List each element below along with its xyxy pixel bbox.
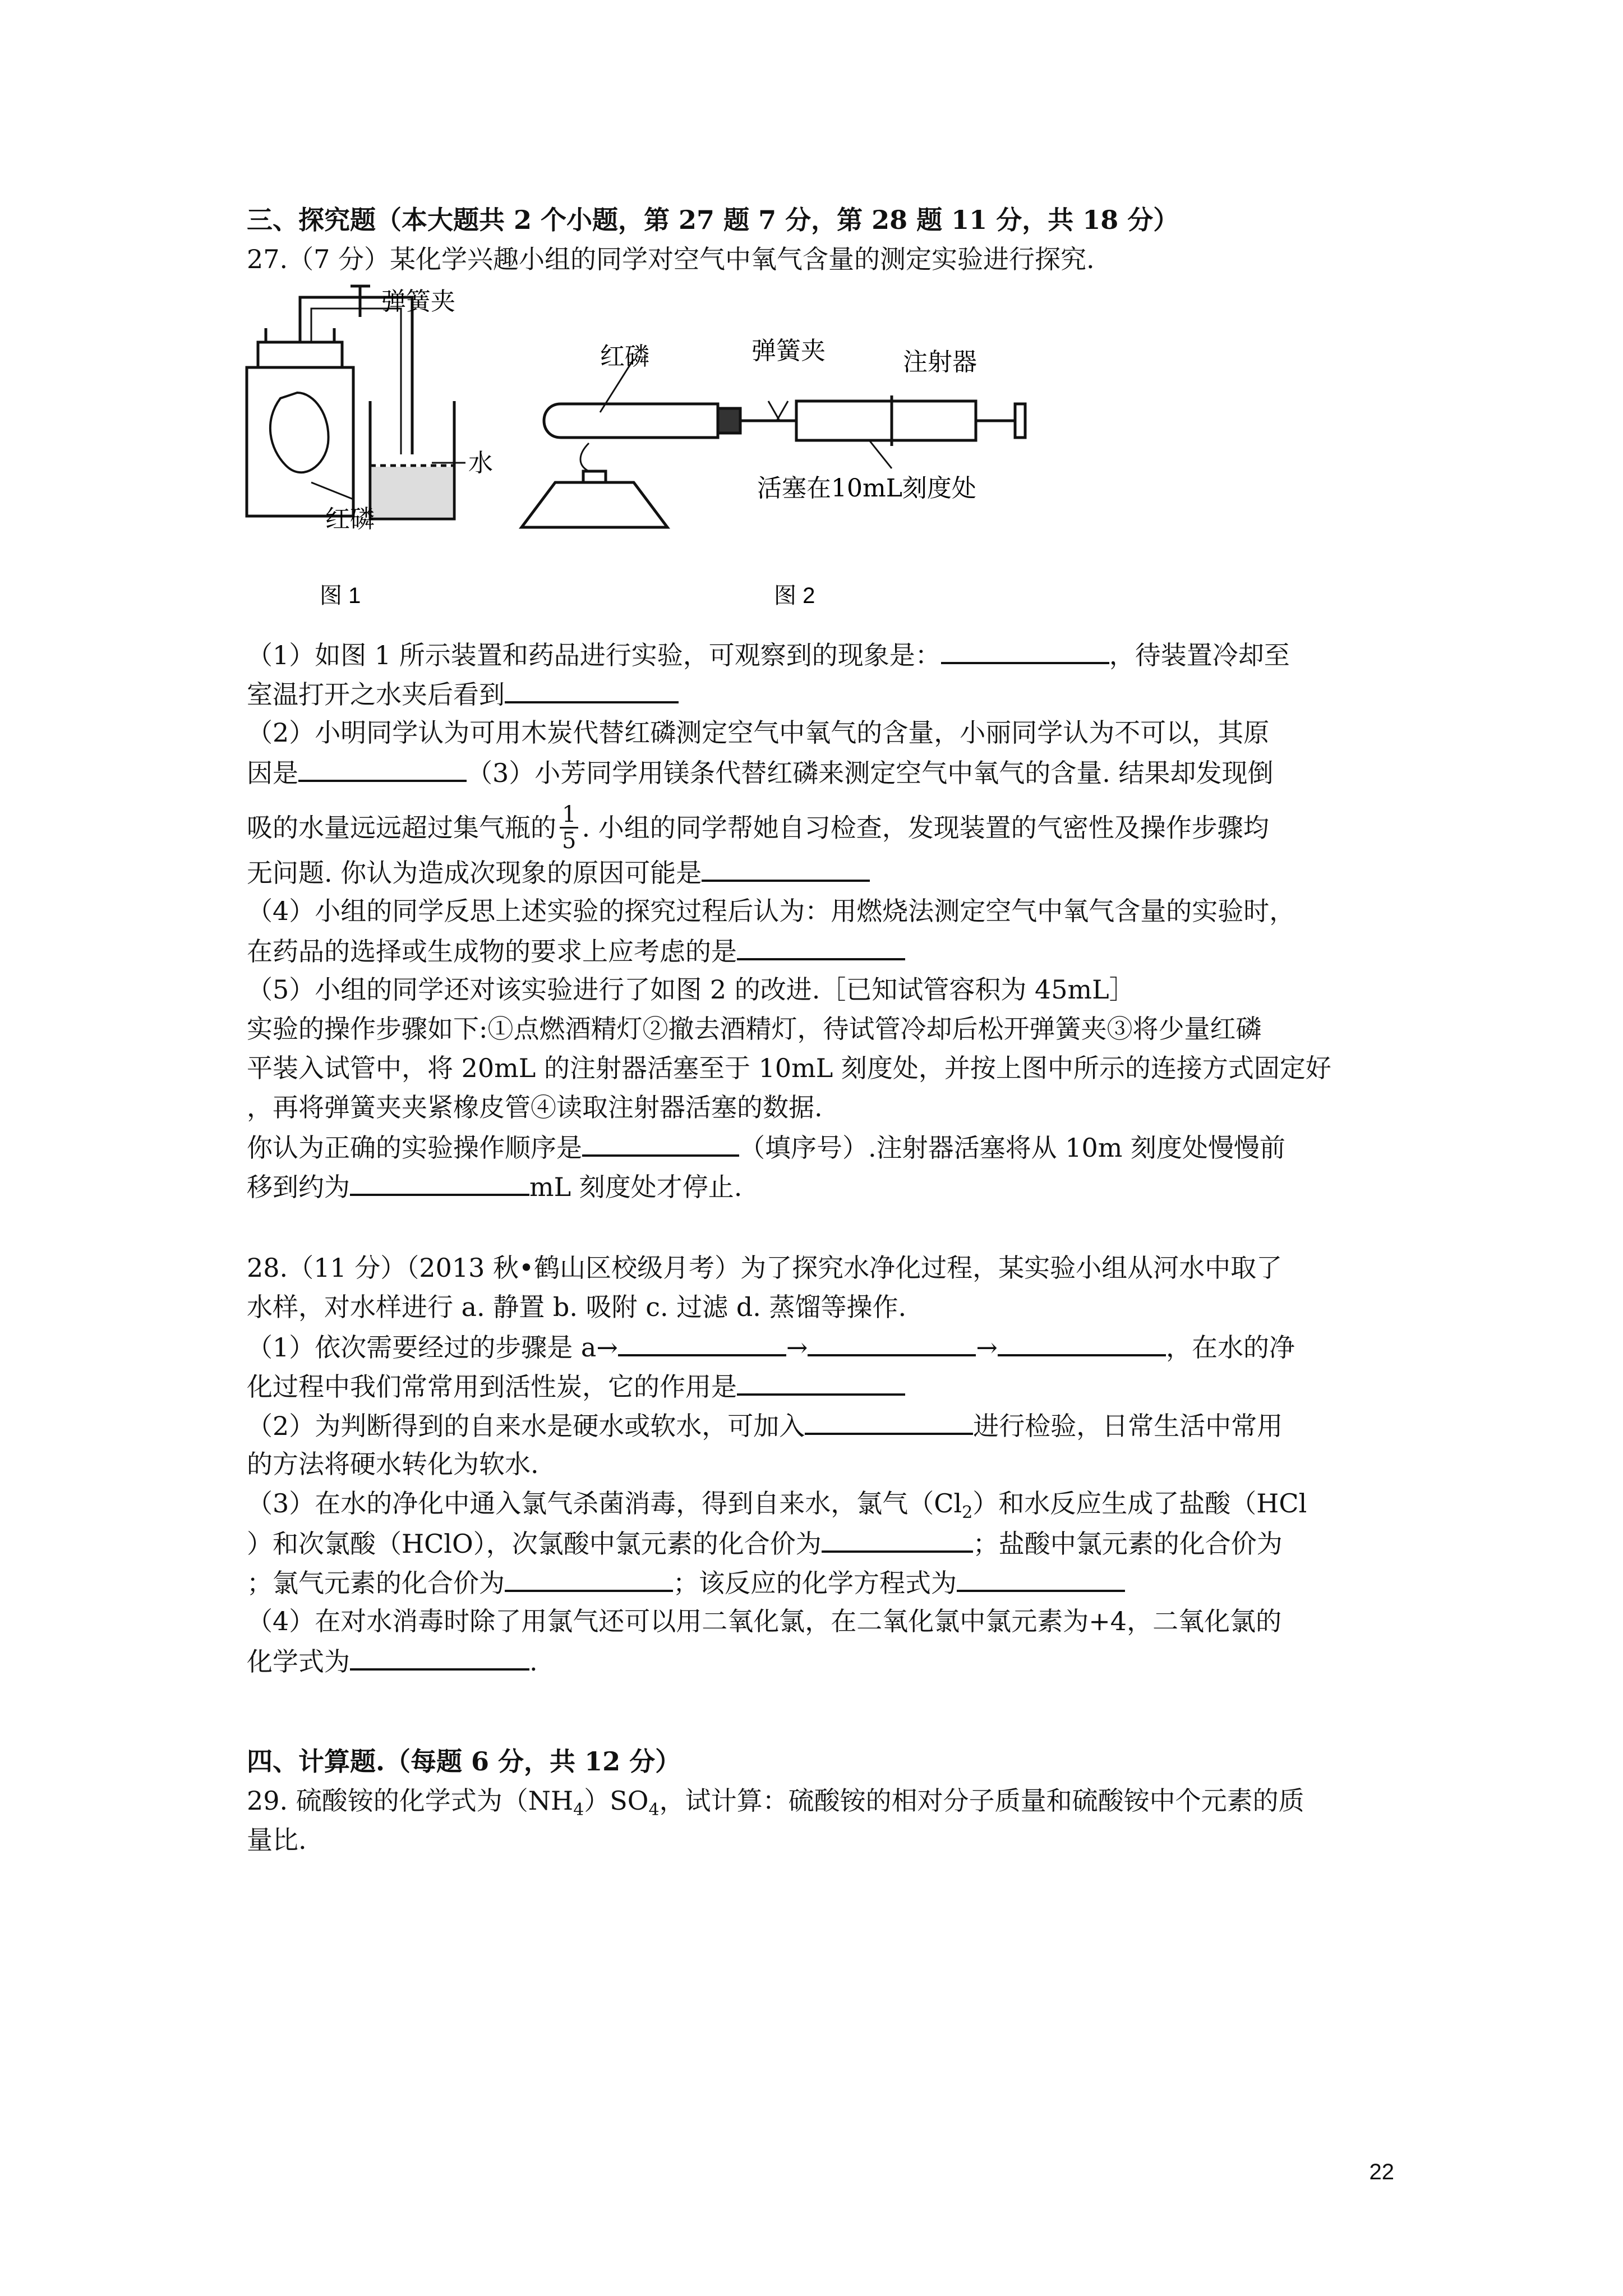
figure-label-clip-2: 弹簧夹 bbox=[751, 337, 826, 365]
experiment-figure bbox=[241, 287, 1071, 617]
figure-label-phosphorus-2: 红磷 bbox=[600, 342, 649, 371]
q28-line5: （2）为判断得到的自来水是硬水或软水，可加入 进行检验，日常生活中常用 bbox=[247, 1408, 1391, 1443]
q27-part5-line1: （5）小组的同学还对该实验进行了如图 2 的改进.［已知试管容积为 45mL］ bbox=[247, 974, 1135, 1005]
figure-1-shading bbox=[371, 467, 453, 518]
section-4-heading: 四、计算题.（每题 6 分，共 12 分） bbox=[247, 1746, 681, 1777]
q27-part5-line5: 你认为正确的实验操作顺序是 （填序号）.注射器活塞将从 10m 刻度处慢慢前 bbox=[247, 1130, 1391, 1165]
question-27-intro: 27.（7 分）某化学兴趣小组的同学对空气中氧气含量的测定实验进行探究. bbox=[247, 244, 1095, 274]
q28-line11: 化学式为 . bbox=[247, 1644, 1391, 1678]
answer-blank[interactable] bbox=[941, 637, 1109, 664]
answer-blank[interactable] bbox=[957, 1565, 1125, 1592]
answer-blank[interactable] bbox=[582, 1130, 739, 1157]
q27-part4-line1: （4）小组的同学反思上述实验的探究过程后认为：用燃烧法测定空气中氧气含量的实验时， bbox=[247, 896, 1295, 926]
answer-blank[interactable] bbox=[702, 855, 870, 882]
answer-blank[interactable] bbox=[822, 1526, 973, 1553]
answer-blank[interactable] bbox=[505, 1565, 673, 1592]
answer-blank[interactable] bbox=[808, 1329, 976, 1356]
q27-part1-line1: （1）如图 1 所示装置和药品进行实验，可观察到的现象是： ，待装置冷却至 bbox=[247, 637, 1391, 672]
answer-blank[interactable] bbox=[618, 1329, 786, 1356]
q28-line10: （4）在对水消毒时除了用氯气还可以用二氧化氯，在二氧化氯中氯元素为+4，二氧化氯的 bbox=[247, 1606, 1282, 1636]
fraction-one-fifth: $\frac{1}{5}$ bbox=[560, 802, 578, 853]
q27-part1-line2: 室温打开之水夹后看到 bbox=[247, 677, 1391, 711]
q27-part2-line2: 因是 （3）小芳同学用镁条代替红磷来测定空气中氧气的含量. 结果却发现倒 bbox=[247, 755, 1391, 790]
q27-part5-line6: 移到约为 mL 刻度处才停止. bbox=[247, 1169, 1391, 1204]
q29-line2: 量比. bbox=[247, 1825, 307, 1855]
figure-label-clip-1: 弹簧夹 bbox=[381, 287, 455, 316]
q27-part5-line2: 实验的操作步骤如下:①点燃酒精灯②撤去酒精灯，待试管冷却后松开弹簧夹③将少量红磷 bbox=[247, 1014, 1262, 1044]
q28-line7: （3）在水的净化中通入氯气杀菌消毒，得到自来水，氯气$(Cl_2)$和水反应生成了盐酸（HCl bbox=[247, 1488, 1307, 1523]
section-3-heading: 三、探究题（本大题共 2 个小题，第 27 题 7 分，第 28 题 11 分，共 18 分） bbox=[247, 205, 1179, 235]
q27-part2-line1: （2）小明同学认为可用木炭代替红磷测定空气中氧气的含量，小丽同学认为不可以，其原 bbox=[247, 717, 1270, 748]
figure-label-water: 水 bbox=[468, 449, 493, 477]
page-number: 22 bbox=[1369, 2160, 1394, 2184]
answer-blank[interactable] bbox=[805, 1408, 973, 1435]
q27-part3-line1: 吸的水量远远超过集气瓶的 $\frac{1}{5}$ . 小组的同学帮她自习检查，发现装置的气密性及操作步骤均 bbox=[247, 802, 1269, 854]
answer-blank[interactable] bbox=[350, 1169, 529, 1196]
q28-line6: 的方法将硬水转化为软水. bbox=[247, 1449, 539, 1479]
figure-2-caption: 图 2 bbox=[774, 583, 815, 608]
q27-part5-line4: ，再将弹簧夹夹紧橡皮管④读取注射器活塞的数据. bbox=[247, 1092, 823, 1122]
q28-line9: ；氯气元素的化合价为 ；该反应的化学方程式为 bbox=[247, 1565, 1391, 1600]
q28-line1: 28.（11 分）（2013 秋•鹤山区校级月考）为了探究水净化过程，某实验小组从河水中取了 bbox=[247, 1253, 1283, 1283]
answer-blank[interactable] bbox=[737, 1369, 905, 1396]
q28-line8: ）和次氯酸（HClO），次氯酸中氯元素的化合价为 ；盐酸中氯元素的化合价为 bbox=[247, 1526, 1391, 1561]
q27-part4-line2: 在药品的选择或生成物的要求上应考虑的是 bbox=[247, 933, 1391, 968]
answer-blank[interactable] bbox=[505, 677, 679, 703]
q28-line3: （1）依次需要经过的步骤是 a→ → → ，在水的净 bbox=[247, 1329, 1391, 1364]
q29-line1: 29. 硫酸铵的化学式为$(NH_4)SO_4$，试计算：硫酸铵的相对分子质量和硫酸铵中个元素的质 bbox=[247, 1786, 1304, 1820]
q27-part3-line2: 无问题. 你认为造成次现象的原因可能是 bbox=[247, 855, 1391, 890]
q27-part5-line3: 平装入试管中，将 20mL 的注射器活塞至于 10mL 刻度处，并按上图中所示的连接方式固定好 bbox=[247, 1053, 1331, 1083]
figure-label-phosphorus-1: 红磷 bbox=[325, 505, 375, 533]
figure-1-caption: 图 1 bbox=[320, 583, 361, 608]
answer-blank[interactable] bbox=[350, 1644, 529, 1671]
q28-line4: 化过程中我们常常用到活性炭，它的作用是 bbox=[247, 1369, 1391, 1404]
figure-label-piston: 活塞在10mL刻度处 bbox=[757, 474, 976, 503]
answer-blank[interactable] bbox=[298, 755, 467, 782]
answer-blank[interactable] bbox=[737, 933, 905, 960]
figure-label-syringe: 注射器 bbox=[903, 348, 977, 376]
q28-line2: 水样，对水样进行 a. 静置 b. 吸附 c. 过滤 d. 蒸馏等操作. bbox=[247, 1292, 907, 1322]
answer-blank[interactable] bbox=[998, 1329, 1166, 1356]
